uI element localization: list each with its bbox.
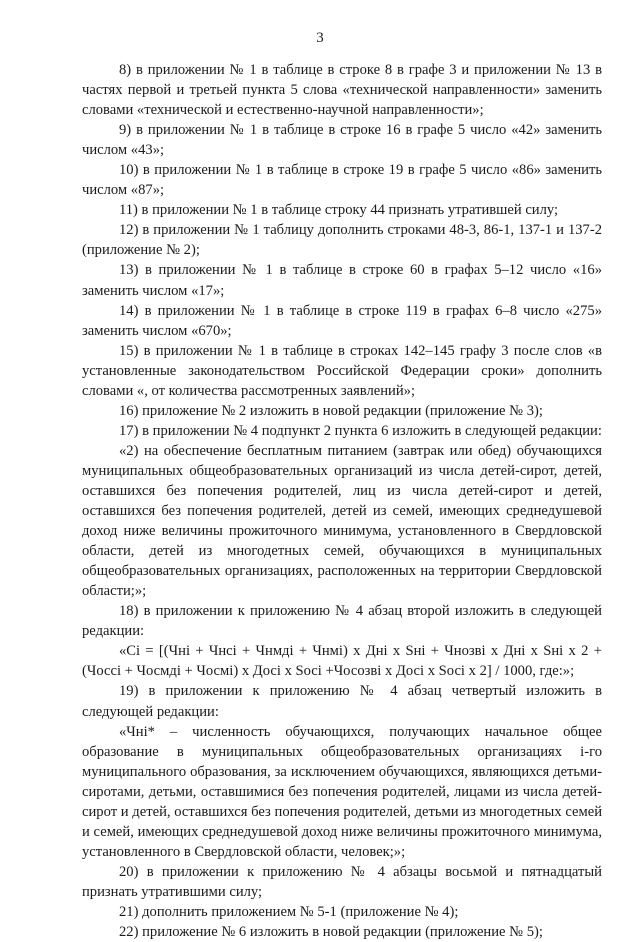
item-11: 11) в приложении № 1 в таблице строку 44 признать утратившей силу; (119, 202, 559, 219)
item-22: 22) приложение № 6 изложить в новой редакции (приложение № 5); (119, 924, 543, 941)
item-17: 17) в приложении № 4 подпункт 2 пункта 6 изложить в следующей редакции: (119, 422, 602, 439)
item-10: 10) в приложении № 1 в таблице в строке 19 в графе 5 число «86» заменить числом «87»; (82, 162, 602, 199)
item-13: 13) в приложении № 1 в таблице в строке 60 в графах 5–12 число «16» заменить числом «17»; (82, 262, 602, 299)
item-19: 19) в приложении к приложению № 4 абзац четвертый изложить в следующей редакции: (82, 683, 602, 720)
item-12: 12) в приложении № 1 таблицу дополнить строками 48-3, 86-1, 137-1 и 137-2 (приложение № 2); (82, 222, 602, 259)
item-17-quote: «2) на обеспечение бесплатным питанием (завтрак или обед) обучающихся муниципальных общеобразовательных организаций из числа детей-сирот, детей, оставшихся без попечения родителей, лиц из числа детей-сирот и детей, оставшихся без попечения родителей, детей из семей, имеющих среднедушевой доход ниже величины прожиточного минимума, установленного в Свердловской области, детей из многодетных семей, обучающихся в муниципальных общеобразовательных организациях, расположенных на территории Свердловской области;»; (82, 442, 602, 600)
item-18: 18) в приложении к приложению № 4 абзац второй изложить в следующей редакции: (82, 603, 602, 640)
item-19-quote: «Чнi* – численность обучающихся, получающих начальное общее образование в муниципальных общеобразовательных организациях i-го муниципального образования, за исключением обучающихся, являющихся детьми-сиротами, детьми, оставшимися без попечения родителей, лицами из числа детей-сирот и детей, оставшихся без попечения родителей, детьми из многодетных семей и семей, имеющих среднедушевой доход ниже величины прожиточного минимума, установленного в Свердловской области, человек;»; (82, 723, 602, 860)
item-14: 14) в приложении № 1 в таблице в строке 119 в графах 6–8 число «275» заменить числом «670»; (82, 302, 602, 339)
item-8: 8) в приложении № 1 в таблице в строке 8 в графе 3 и приложении № 13 в частях первой и третьей пункта 5 слова «технической направленности» заменить словами «технической и естественно-научной направленности»; (82, 62, 602, 119)
item-16: 16) приложение № 2 изложить в новой редакции (приложение № 3); (119, 402, 543, 419)
item-21: 21) дополнить приложением № 5-1 (приложение № 4); (119, 903, 459, 920)
item-15: 15) в приложении № 1 в таблице в строках 142–145 графу 3 после слов «в установленные законодательством Российской Федерации сроки» дополнить словами «, от количества рассмотренных заявлений»; (82, 342, 602, 399)
item-20: 20) в приложении к приложению № 4 абзацы восьмой и пятнадцатый признать утратившими силу; (82, 863, 602, 900)
page-number: 3 (316, 30, 324, 46)
item-18-formula: «Сi = [(Чнi + Чнсi + Чнмдi + Чнмi) x Днi x Sнi + Чнозвi x Днi x Sнi x 2 + (Чоссi + Чосмдi + Чосмi) x Досi x Sосi +Чосозвi x Досi x Sосi x 2] / 1000, где:»; (82, 643, 602, 680)
item-9: 9) в приложении № 1 в таблице в строке 16 в графе 5 число «42» заменить числом «43»; (82, 122, 602, 159)
document-body (82, 60, 602, 942)
